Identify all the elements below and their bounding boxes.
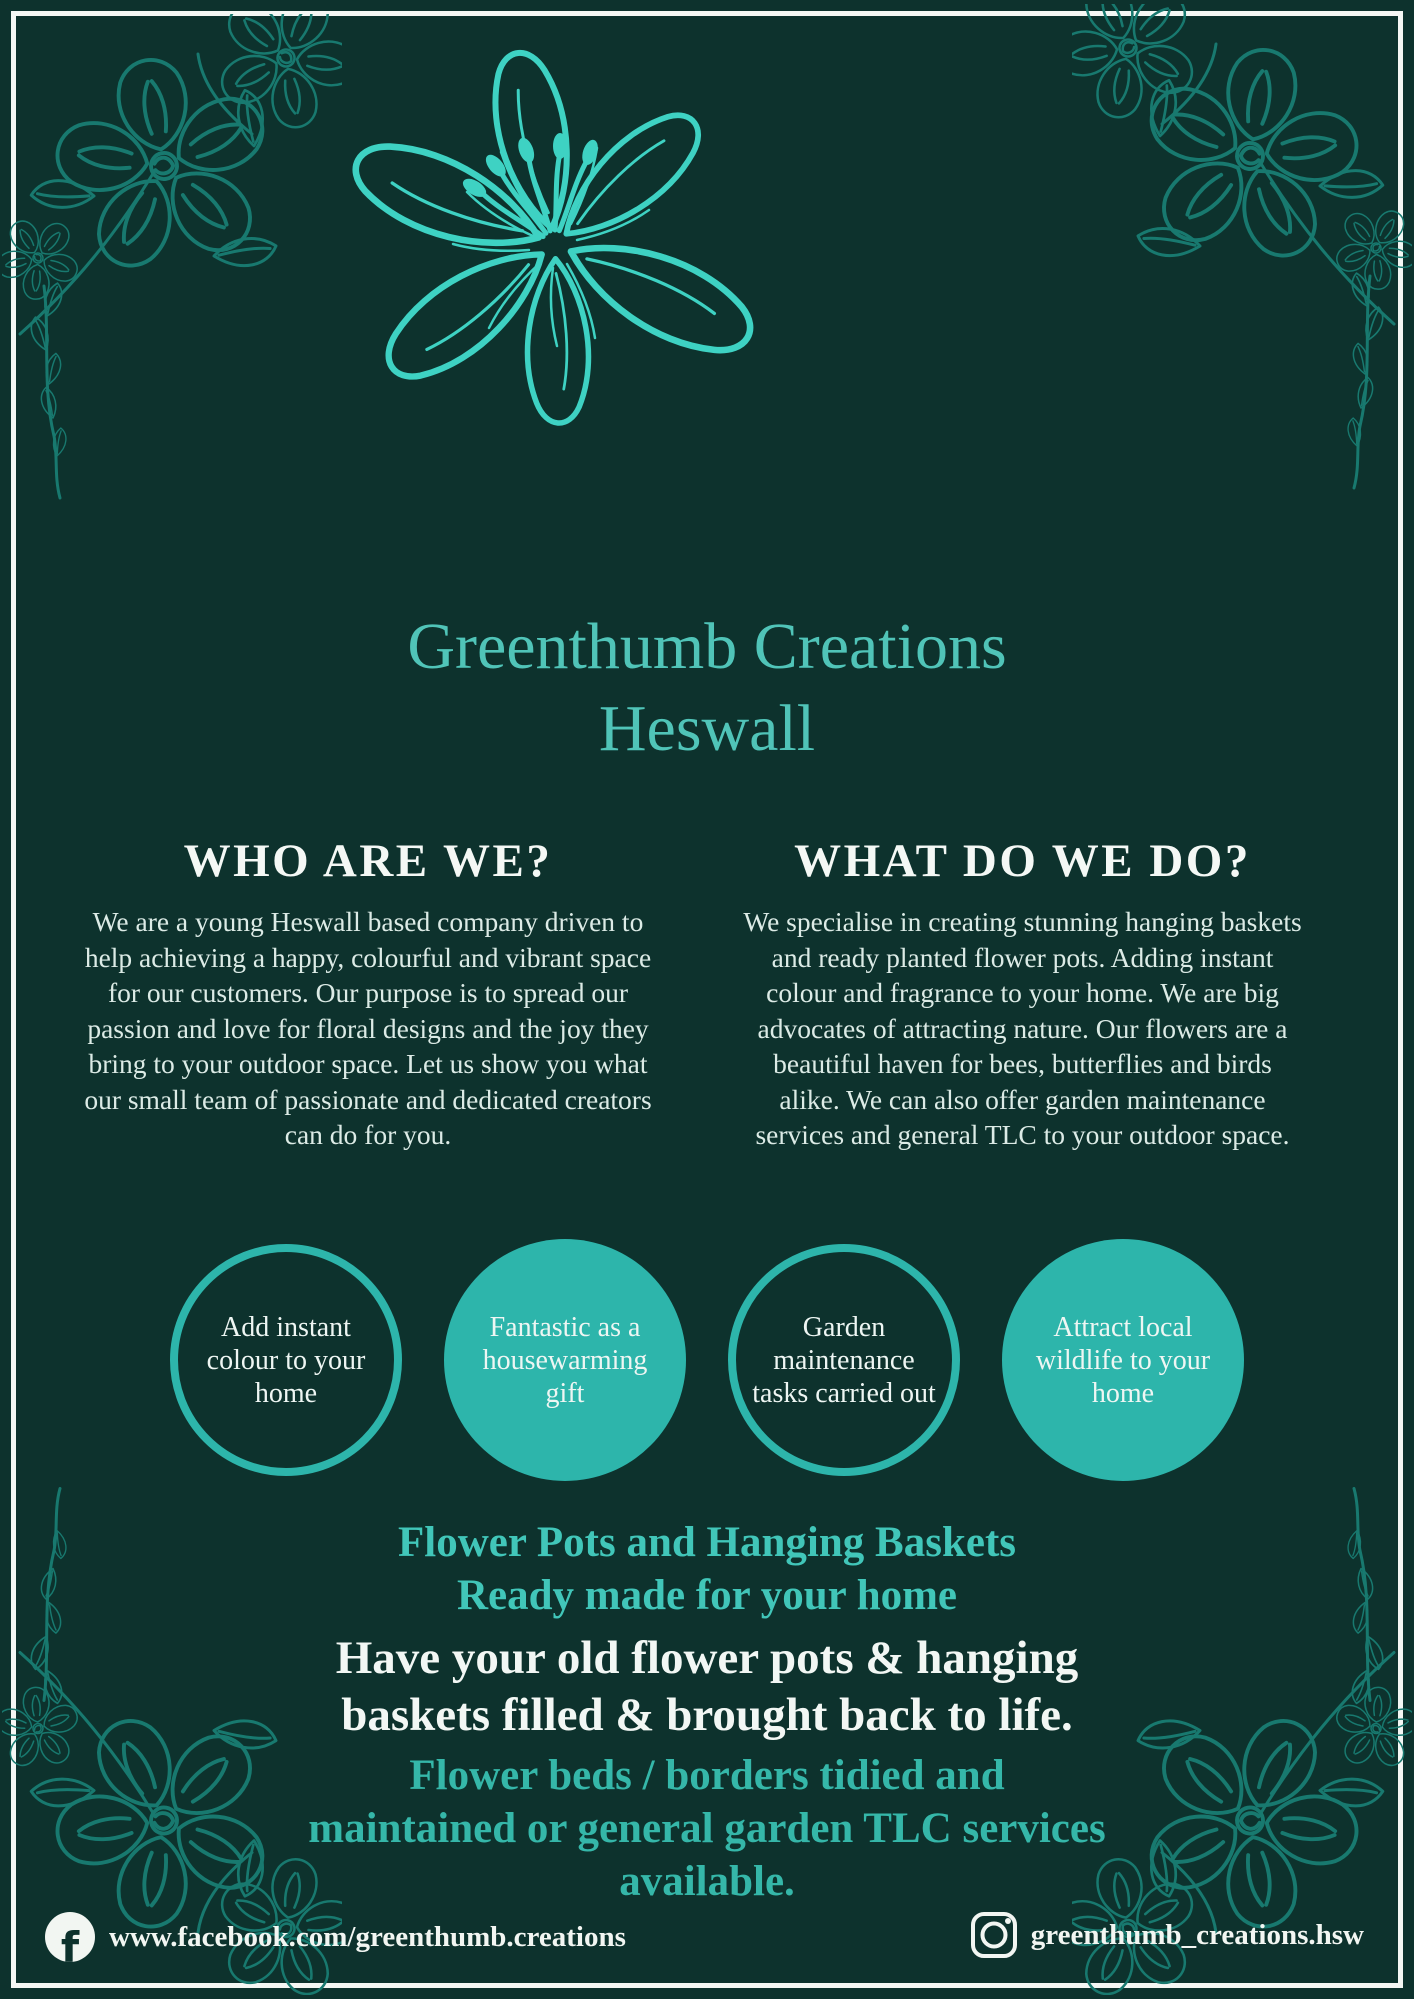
instagram-handle-group bbox=[971, 1912, 1364, 1958]
what-body-text: We specialise in creating stunning hanging baskets and ready planted flower pots. Adding instant colour and fragrance to your home. We are big advocates of attracting nature. Our flowers are a beautiful haven for bees, butterflies and birds alike. We can also offer garden maintenance services and general TLC to your outdoor space. bbox=[743, 906, 1302, 1150]
offer-garden-tlc-line-2: maintained or general garden TLC services bbox=[308, 1805, 1106, 1852]
footer bbox=[0, 1910, 1414, 1980]
badge-attract-wildlife bbox=[1002, 1239, 1244, 1481]
section-what-do-we-do bbox=[740, 834, 1305, 1153]
what-heading: WHAT DO WE DO? bbox=[794, 835, 1251, 887]
brand-location: Heswall bbox=[598, 692, 816, 765]
instagram-username-text: greenthumb_creations.hsw bbox=[1030, 1918, 1364, 1951]
facebook-f-glyph: f bbox=[60, 1923, 80, 1962]
offer-garden-tlc-line-1: Flower beds / borders tidied and bbox=[409, 1752, 1005, 1799]
brand-name: Greenthumb Creations bbox=[407, 610, 1007, 683]
instagram-icon bbox=[971, 1912, 1017, 1958]
badge-housewarming-gift-label: Fantastic as a housewarming gift bbox=[482, 1311, 648, 1409]
offer-refill-line-2: baskets filled & brought back to life. bbox=[341, 1689, 1073, 1741]
feature-badges-row bbox=[0, 1244, 1414, 1481]
offer-refill-line-1: Have your old flower pots & hanging bbox=[335, 1632, 1079, 1684]
facebook-icon bbox=[45, 1912, 95, 1962]
badge-garden-maintenance-label: Garden maintenance tasks carried out bbox=[752, 1311, 936, 1409]
section-who-are-we bbox=[78, 834, 658, 1153]
offer-ready-made-line-2: Ready made for your home bbox=[456, 1572, 958, 1619]
badge-housewarming-gift bbox=[444, 1239, 686, 1481]
offer-ready-made bbox=[0, 1516, 1414, 1622]
badge-instant-colour-label: Add instant colour to your home bbox=[206, 1311, 366, 1409]
facebook-url-text: www.facebook.com/greenthumb.creations bbox=[109, 1920, 626, 1953]
offer-garden-tlc-line-3: available. bbox=[619, 1858, 795, 1905]
badge-attract-wildlife-label: Attract local wildlife to your home bbox=[1035, 1311, 1211, 1409]
who-heading: WHO ARE WE? bbox=[183, 835, 553, 887]
badge-garden-maintenance bbox=[728, 1244, 960, 1476]
badge-instant-colour bbox=[170, 1244, 402, 1476]
who-body-text: We are a young Heswall based company driven to help achieving a happy, colourful and vibrant space for our customers. Our purpose is to spread our passion and love for floral designs and the joy they bring to your outdoor space. Let us show you what our small team of passionate and dedicated creators can do for you. bbox=[84, 906, 652, 1150]
offer-ready-made-line-1: Flower Pots and Hanging Baskets bbox=[398, 1519, 1016, 1566]
facebook-handle-group bbox=[45, 1912, 626, 1962]
offer-garden-tlc bbox=[0, 1749, 1414, 1908]
offer-refill bbox=[0, 1630, 1414, 1744]
page-title bbox=[0, 606, 1414, 770]
